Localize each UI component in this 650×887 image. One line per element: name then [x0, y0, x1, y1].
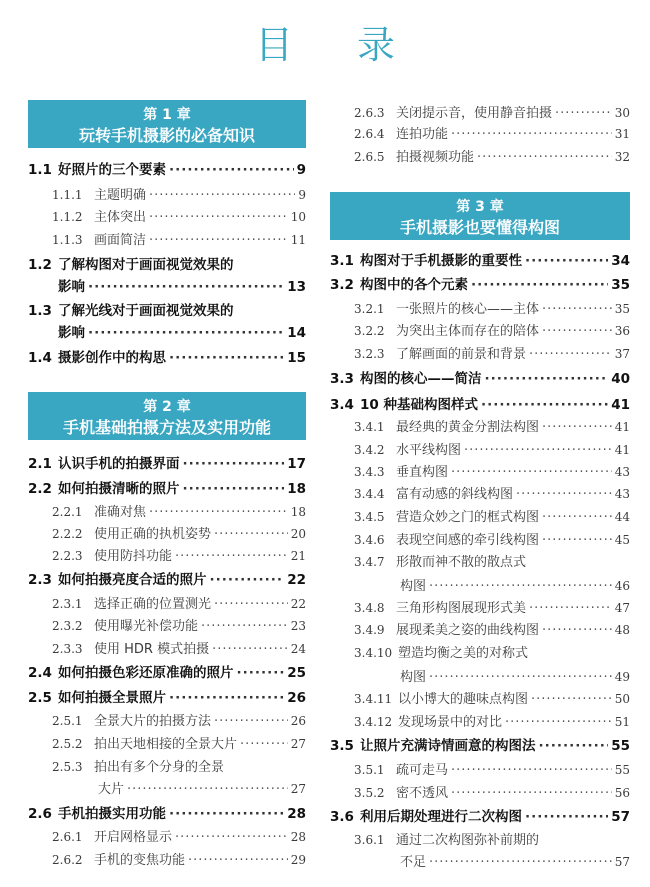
page-number: 41	[614, 443, 630, 457]
toc-section[interactable]	[28, 256, 306, 274]
page-number: 18	[287, 481, 306, 497]
page-number: 29	[290, 853, 306, 867]
entry-title: 以小博大的趣味点构图	[398, 692, 529, 707]
leader-dots	[451, 762, 612, 780]
entry-title-continued: 不足	[400, 855, 427, 870]
leader-dots	[169, 349, 284, 367]
section-number: 2.5.1	[52, 714, 83, 728]
page-number: 47	[614, 601, 630, 615]
leader-dots	[542, 419, 612, 437]
page-number: 55	[614, 763, 630, 777]
leader-dots	[240, 736, 288, 754]
toc-subsection[interactable]	[28, 503, 306, 522]
toc-entry-continuation[interactable]	[330, 668, 630, 687]
toc-section[interactable]	[28, 161, 306, 179]
leader-dots	[542, 301, 612, 319]
leader-dots	[542, 532, 612, 550]
section-number: 2.1	[28, 456, 52, 472]
page-number: 13	[287, 279, 306, 295]
toc-subsection[interactable]	[330, 831, 630, 850]
page-number: 49	[614, 670, 630, 684]
page-number: 26	[287, 690, 306, 706]
leader-dots	[505, 714, 612, 732]
entry-title: 手机拍摄实用功能	[58, 806, 166, 822]
page-number: 41	[611, 397, 630, 413]
section-number: 3.4.4	[354, 487, 385, 501]
page-number: 41	[614, 420, 630, 434]
page-number: 30	[614, 106, 630, 120]
entry-title: 选择正确的位置测光	[94, 597, 212, 612]
toc-entry-continuation[interactable]	[28, 780, 306, 799]
toc-subsection[interactable]	[330, 485, 630, 504]
entry-title: 塑造均衡之美的对称式	[398, 646, 529, 661]
section-number: 3.2.3	[354, 347, 385, 361]
toc-subsection[interactable]	[330, 531, 630, 550]
leader-dots	[555, 105, 612, 123]
leader-dots	[429, 578, 612, 596]
section-number: 3.5.1	[354, 763, 385, 777]
page-number: 50	[614, 692, 630, 706]
toc-subsection[interactable]	[330, 418, 630, 437]
toc-subsection[interactable]	[28, 186, 306, 205]
toc-subsection[interactable]	[330, 463, 630, 482]
section-number: 2.2.3	[52, 549, 83, 563]
page-number: 21	[290, 549, 306, 563]
toc-subsection[interactable]	[330, 322, 630, 341]
entry-title-continued: 大片	[98, 782, 125, 797]
section-number: 2.6.3	[354, 106, 385, 120]
page-number: 27	[290, 782, 306, 796]
chapter-number: 第 2 章	[143, 399, 191, 415]
toc-subsection[interactable]	[28, 758, 306, 777]
entry-title: 如何拍摄色彩还原准确的照片	[58, 665, 234, 681]
toc-subsection[interactable]	[330, 441, 630, 460]
entry-title: 垂直构图	[396, 465, 449, 480]
page-number: 31	[614, 127, 630, 141]
section-number: 2.6.5	[354, 150, 385, 164]
entry-title: 使用防抖功能	[94, 549, 173, 564]
entry-title: 如何拍摄亮度合适的照片	[58, 572, 207, 588]
toc-subsection[interactable]	[28, 851, 306, 870]
leader-dots	[529, 600, 612, 618]
toc-subsection[interactable]	[28, 595, 306, 614]
leader-dots	[149, 209, 288, 227]
entry-title: 好照片的三个要素	[58, 162, 166, 178]
page-number: 36	[614, 324, 630, 338]
section-number: 2.6.1	[52, 830, 83, 844]
toc-subsection[interactable]	[330, 713, 630, 732]
leader-dots	[542, 622, 612, 640]
page-number: 22	[290, 597, 306, 611]
entry-title: 最经典的黄金分割法构图	[396, 420, 540, 435]
page-number: 51	[614, 715, 630, 729]
page-number: 45	[614, 533, 630, 547]
section-number: 1.3	[28, 303, 52, 319]
leader-dots	[88, 278, 284, 296]
entry-title: 营造众妙之门的框式构图	[396, 510, 540, 525]
leader-dots	[175, 829, 288, 847]
entry-title: 三角形构图展现形式美	[396, 601, 527, 616]
toc-subsection[interactable]	[330, 784, 630, 803]
toc-subsection[interactable]	[28, 547, 306, 566]
section-number: 3.4.1	[354, 420, 385, 434]
section-number: 3.4.12	[354, 715, 393, 729]
chapter-number: 第 1 章	[143, 107, 191, 123]
leader-dots	[542, 323, 612, 341]
entry-title: 通过二次构图弥补前期的	[396, 833, 540, 848]
page-number: 18	[290, 505, 306, 519]
page-number: 9	[298, 188, 306, 202]
leader-dots	[451, 785, 612, 803]
toc-subsection[interactable]	[330, 599, 630, 618]
leader-dots	[477, 149, 612, 167]
chapter-number: 第 3 章	[456, 199, 504, 215]
toc-subsection[interactable]	[28, 640, 306, 659]
leader-dots	[201, 618, 288, 636]
toc-subsection[interactable]	[330, 300, 630, 319]
toc-section[interactable]	[330, 737, 630, 755]
page-number: 43	[614, 487, 630, 501]
page-number: 15	[287, 350, 306, 366]
toc-subsection[interactable]	[330, 148, 630, 167]
leader-dots	[149, 232, 288, 250]
section-number: 3.4.11	[354, 692, 393, 706]
entry-title: 主题明确	[94, 188, 147, 203]
page-number: 25	[287, 665, 306, 681]
chapter-3-header	[330, 192, 630, 240]
page-number: 17	[287, 456, 306, 472]
section-number: 2.6.2	[52, 853, 83, 867]
page-number: 44	[614, 510, 630, 524]
leader-dots	[485, 370, 609, 388]
toc-section[interactable]	[28, 664, 306, 682]
leader-dots	[169, 805, 284, 823]
leader-dots	[183, 455, 285, 473]
leader-dots	[471, 276, 608, 294]
leader-dots	[127, 781, 288, 799]
toc-section[interactable]	[330, 370, 630, 388]
page-number: 43	[614, 465, 630, 479]
section-number: 3.4.7	[354, 555, 385, 569]
section-number: 3.4.5	[354, 510, 385, 524]
page-number: 26	[290, 714, 306, 728]
entry-title: 全景大片的拍摄方法	[94, 714, 212, 729]
leader-dots	[214, 596, 288, 614]
leader-dots	[429, 669, 612, 687]
page-number: 48	[614, 623, 630, 637]
section-number: 1.1.2	[52, 210, 83, 224]
toc-subsection[interactable]	[330, 125, 630, 144]
page-number: 28	[287, 806, 306, 822]
section-number: 2.3	[28, 572, 52, 588]
entry-title: 主体突出	[94, 210, 147, 225]
section-number: 3.4.6	[354, 533, 385, 547]
toc-section[interactable]	[28, 805, 306, 823]
entry-title: 拍出天地相接的全景大片	[94, 737, 238, 752]
entry-title: 一张照片的核心——主体	[396, 302, 540, 317]
leader-dots	[539, 737, 609, 755]
entry-title-continued: 影响	[58, 279, 85, 295]
leader-dots	[175, 548, 288, 566]
toc-subsection[interactable]	[28, 231, 306, 250]
toc-section[interactable]	[28, 571, 306, 589]
leader-dots	[429, 854, 612, 872]
entry-title: 使用曝光补偿功能	[94, 619, 199, 634]
toc-section[interactable]	[330, 396, 630, 414]
toc-subsection[interactable]	[28, 208, 306, 227]
page-number: 20	[290, 527, 306, 541]
entry-title: 形散而神不散的散点式	[396, 555, 527, 570]
toc-section[interactable]	[330, 276, 630, 294]
page-number: 28	[290, 830, 306, 844]
toc-section[interactable]	[28, 480, 306, 498]
section-number: 3.4.9	[354, 623, 385, 637]
page-number: 57	[611, 809, 630, 825]
page-number: 55	[611, 738, 630, 754]
leader-dots	[169, 689, 284, 707]
section-number: 3.4	[330, 397, 354, 413]
leader-dots	[88, 324, 284, 342]
entry-title: 水平线构图	[396, 443, 462, 458]
section-number: 3.2.1	[354, 302, 385, 316]
toc-section[interactable]	[330, 808, 630, 826]
toc-section[interactable]	[28, 689, 306, 707]
chapter-title: 手机摄影也要懂得构图	[399, 218, 560, 237]
page-number: 35	[611, 277, 630, 293]
toc-subsection[interactable]	[330, 690, 630, 709]
entry-title: 构图中的各个元素	[360, 277, 468, 293]
entry-title: 了解画面的前景和背景	[396, 347, 527, 362]
entry-title: 准确对焦	[94, 505, 147, 520]
section-number: 2.5.2	[52, 737, 83, 751]
toc-subsection[interactable]	[28, 617, 306, 636]
entry-title: 画面简洁	[94, 233, 147, 248]
toc-subsection[interactable]	[28, 828, 306, 847]
chapter-2-header	[28, 392, 306, 440]
section-number: 3.6.1	[354, 833, 385, 847]
section-number: 1.1	[28, 162, 52, 178]
toc-section[interactable]	[28, 455, 306, 473]
toc-subsection[interactable]	[330, 644, 630, 663]
entry-title: 摄影创作中的构思	[58, 350, 166, 366]
toc-subsection[interactable]	[330, 104, 630, 123]
page-number: 57	[614, 855, 630, 869]
leader-dots	[516, 486, 612, 504]
entry-title: 了解光线对于画面视觉效果的	[58, 303, 234, 319]
leader-dots	[451, 464, 612, 482]
leader-dots	[529, 346, 612, 364]
section-number: 2.3.3	[52, 642, 83, 656]
page-number: 46	[614, 579, 630, 593]
entry-title-continued: 影响	[58, 325, 85, 341]
entry-title: 使用 HDR 模式拍摄	[94, 642, 210, 657]
page-number: 10	[290, 210, 306, 224]
page-number: 56	[614, 786, 630, 800]
section-number: 3.2.2	[354, 324, 385, 338]
chapter-1-header	[28, 100, 306, 148]
entry-title: 为突出主体而存在的陪体	[396, 324, 540, 339]
section-number: 2.4	[28, 665, 52, 681]
section-number: 2.2.1	[52, 505, 83, 519]
page-number: 32	[614, 150, 630, 164]
leader-dots	[214, 713, 288, 731]
toc-subsection[interactable]	[330, 553, 630, 572]
page-number: 11	[290, 233, 306, 247]
entry-title: 疏可走马	[396, 763, 449, 778]
entry-title: 让照片充满诗情画意的构图法	[360, 738, 536, 754]
section-number: 2.2	[28, 481, 52, 497]
leader-dots	[451, 126, 612, 144]
page-number: 40	[611, 371, 630, 387]
leader-dots	[169, 161, 294, 179]
entry-title: 认识手机的拍摄界面	[58, 456, 180, 472]
toc-subsection[interactable]	[330, 621, 630, 640]
page-number: 23	[290, 619, 306, 633]
toc-section[interactable]	[28, 302, 306, 320]
section-number: 3.6	[330, 809, 354, 825]
page-number: 27	[290, 737, 306, 751]
entry-title: 发现场景中的对比	[398, 715, 503, 730]
leader-dots	[464, 442, 612, 460]
entry-title: 开启网格显示	[94, 830, 173, 845]
entry-title: 手机的变焦功能	[94, 853, 186, 868]
section-number: 1.1.3	[52, 233, 83, 247]
leader-dots	[481, 396, 608, 414]
leader-dots	[212, 641, 288, 659]
toc-entry-continuation[interactable]	[330, 853, 630, 872]
entry-title: 展现柔美之姿的曲线构图	[396, 623, 540, 638]
toc-section[interactable]	[28, 349, 306, 367]
leader-dots	[525, 808, 608, 826]
page-number: 24	[290, 642, 306, 656]
leader-dots	[237, 664, 285, 682]
page-number: 9	[296, 162, 306, 178]
leader-dots	[210, 571, 285, 589]
section-number: 1.1.1	[52, 188, 83, 202]
chapter-title: 玩转手机摄影的必备知识	[78, 126, 255, 145]
section-number: 3.1	[330, 253, 354, 269]
leader-dots	[149, 187, 295, 205]
entry-title-continued: 构图	[400, 670, 427, 685]
toc-section[interactable]	[330, 252, 630, 270]
leader-dots	[531, 691, 612, 709]
section-number: 2.3.1	[52, 597, 83, 611]
section-number: 3.4.3	[354, 465, 385, 479]
section-number: 3.4.2	[354, 443, 385, 457]
section-number: 2.6.4	[354, 127, 385, 141]
section-number: 3.3	[330, 371, 354, 387]
entry-title: 拍摄视频功能	[396, 150, 475, 165]
section-number: 3.4.8	[354, 601, 385, 615]
section-number: 3.5	[330, 738, 354, 754]
entry-title: 构图的核心——简洁	[360, 371, 482, 387]
leader-dots	[183, 480, 285, 498]
toc-subsection[interactable]	[330, 508, 630, 527]
section-number: 2.2.2	[52, 527, 83, 541]
section-number: 3.5.2	[354, 786, 385, 800]
entry-title: 拍出有多个分身的全景	[94, 760, 225, 775]
leader-dots	[525, 252, 608, 270]
toc-subsection[interactable]	[28, 712, 306, 731]
page-number: 14	[287, 325, 306, 341]
leader-dots	[149, 504, 288, 522]
entry-title: 如何拍摄全景照片	[58, 690, 166, 706]
page-number: 34	[611, 253, 630, 269]
page-number: 35	[614, 302, 630, 316]
entry-title: 富有动感的斜线构图	[396, 487, 514, 502]
entry-title: 连拍功能	[396, 127, 449, 142]
toc-subsection[interactable]	[28, 525, 306, 544]
toc-subsection[interactable]	[330, 761, 630, 780]
section-number: 3.4.10	[354, 646, 393, 660]
leader-dots	[542, 509, 612, 527]
toc-subsection[interactable]	[330, 345, 630, 364]
entry-title: 关闭提示音，使用静音拍摄	[396, 106, 553, 121]
section-number: 3.2	[330, 277, 354, 293]
section-number: 1.2	[28, 257, 52, 273]
section-number: 2.6	[28, 806, 52, 822]
leader-dots	[214, 526, 288, 544]
section-number: 2.3.2	[52, 619, 83, 633]
entry-title: 密不透风	[396, 786, 449, 801]
page-number: 22	[287, 572, 306, 588]
page-title: 目 录	[254, 23, 422, 67]
entry-title: 构图对于手机摄影的重要性	[360, 253, 522, 269]
entry-title: 表现空间感的牵引线构图	[396, 533, 540, 548]
leader-dots	[188, 852, 288, 870]
entry-title: 利用后期处理进行二次构图	[360, 809, 522, 825]
toc-entry-continuation[interactable]	[28, 324, 306, 342]
entry-title: 了解构图对于画面视觉效果的	[58, 257, 234, 273]
chapter-title: 手机基础拍摄方法及实用功能	[62, 418, 271, 437]
section-number: 2.5.3	[52, 760, 83, 774]
entry-title: 10 种基础构图样式	[360, 397, 478, 413]
page-number: 37	[614, 347, 630, 361]
entry-title: 使用正确的执机姿势	[94, 527, 212, 542]
section-number: 1.4	[28, 350, 52, 366]
section-number: 2.5	[28, 690, 52, 706]
entry-title-continued: 构图	[400, 579, 427, 594]
toc-entry-continuation[interactable]	[28, 278, 306, 296]
toc-subsection[interactable]	[28, 735, 306, 754]
toc-entry-continuation[interactable]	[330, 577, 630, 596]
entry-title: 如何拍摄清晰的照片	[58, 481, 180, 497]
